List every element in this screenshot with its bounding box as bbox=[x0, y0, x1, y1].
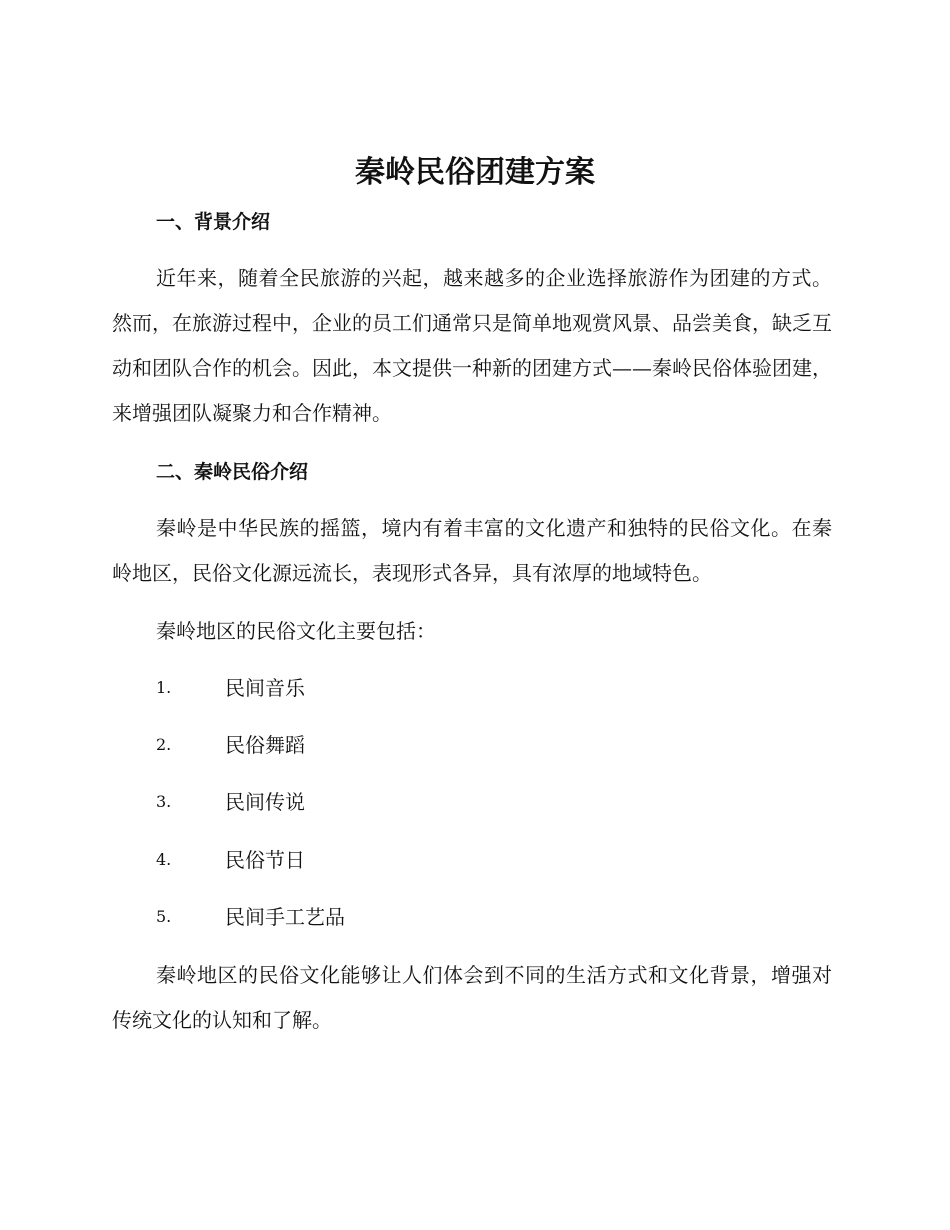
list-item-text: 民间手工艺品 bbox=[225, 905, 345, 929]
list-item-text: 民俗节日 bbox=[225, 848, 305, 872]
list-item-number: 3. bbox=[156, 792, 172, 811]
paragraph-background: 近年来，随着全民旅游的兴起，越来越多的企业选择旅游作为团建的方式。然而，在旅游过程中，企业的员工们通常只是简单地观赏风景、品尝美食，缺乏互动和团队合作的机会。因此，本文提供一种新的团建方式——秦岭民俗体验团建，来增强团队凝聚力和合作精神。 bbox=[112, 266, 832, 425]
list-item-number: 1. bbox=[156, 678, 172, 697]
section-heading-qinling-folk: 二、秦岭民俗介绍 bbox=[156, 461, 309, 483]
paragraph-qinling-intro: 秦岭是中华民族的摇篮，境内有着丰富的文化遗产和独特的民俗文化。在秦岭地区，民俗文化源远流长，表现形式各异，具有浓厚的地域特色。 bbox=[112, 516, 832, 585]
list-item-text: 民间传说 bbox=[225, 790, 305, 814]
list-item-text: 民俗舞蹈 bbox=[225, 733, 305, 757]
list-item-text: 民间音乐 bbox=[225, 676, 305, 700]
paragraph-folk-value: 秦岭地区的民俗文化能够让人们体会到不同的生活方式和文化背景，增强对传统文化的认知和了解。 bbox=[112, 963, 832, 1032]
list-item-number: 4. bbox=[156, 850, 172, 869]
document-title: 秦岭民俗团建方案 bbox=[355, 155, 595, 190]
list-item-number: 2. bbox=[156, 735, 172, 754]
paragraph-folk-includes: 秦岭地区的民俗文化主要包括： bbox=[156, 619, 436, 643]
section-heading-background: 一、背景介绍 bbox=[156, 211, 271, 233]
list-item-number: 5. bbox=[156, 907, 172, 926]
